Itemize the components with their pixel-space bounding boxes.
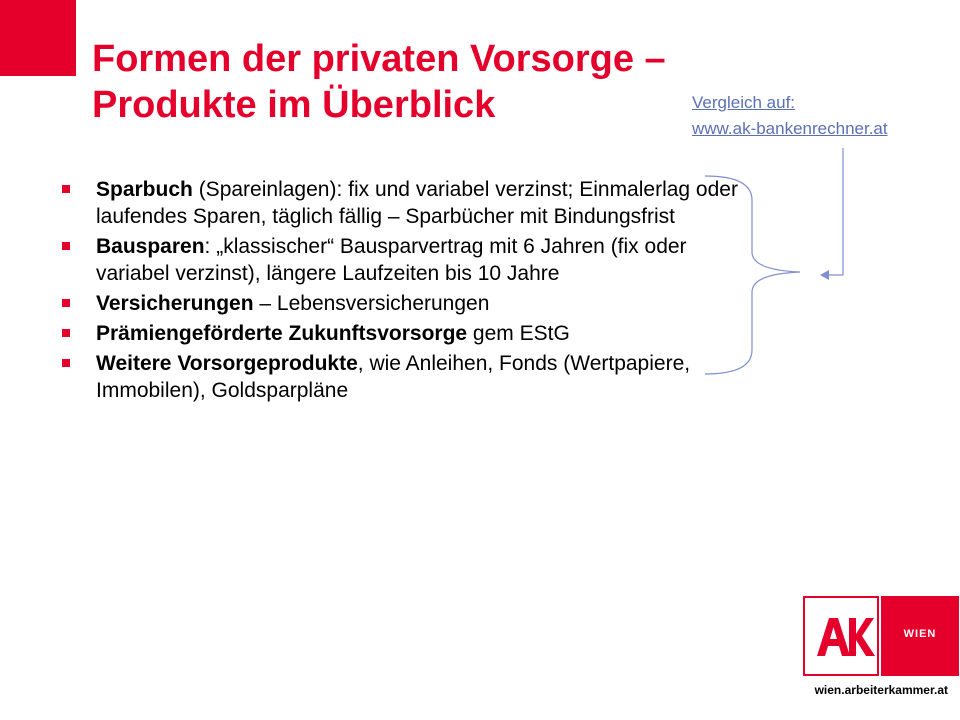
wien-logo-block <box>881 596 959 676</box>
link-line-2: www.ak-bankenrechner.at <box>692 119 888 138</box>
logo-wien-text: WIEN <box>903 628 937 640</box>
arrow-line <box>826 148 843 275</box>
ak-logo-icon <box>803 596 879 676</box>
title-line-1: Formen der privaten Vorsorge – <box>92 38 666 80</box>
bullet-bold: Sparbuch <box>96 178 193 201</box>
bullet-text: – Lebensversicherungen <box>253 292 490 315</box>
bullet-text: (Spareinlagen): fix und variabel verzinst; Einmalerlag oder laufendes Sparen, täglich fällig – Sparbücher mit Bindungsfrist <box>96 178 738 228</box>
bullet-bold: Prämiengeförderte Zukunftsvorsorge <box>96 322 468 345</box>
arrow-head-icon <box>820 270 829 280</box>
title-line-2: Produkte im Überblick <box>92 84 496 126</box>
bullet-bold: Versicherungen <box>96 292 254 315</box>
bullet-text: gem EStG <box>467 322 570 345</box>
brace-shape <box>705 176 800 374</box>
bullet-bold: Weitere Vorsorgeprodukte <box>96 352 358 375</box>
footer-url: wien.arbeiterkammer.at <box>814 683 948 697</box>
bullet-text: , wie Anleihen, Fonds (Wertpapiere, Immobilen), Goldsparpläne <box>96 352 691 402</box>
link-line-1: Vergleich auf: <box>692 93 796 112</box>
bullet-text: : „klassischer“ Bausparvertrag mit 6 Jahren (fix oder variabel verzinst), längere Laufzeiten bis 10 Jahre <box>96 235 687 285</box>
bullet-bold: Bausparen <box>96 235 205 258</box>
